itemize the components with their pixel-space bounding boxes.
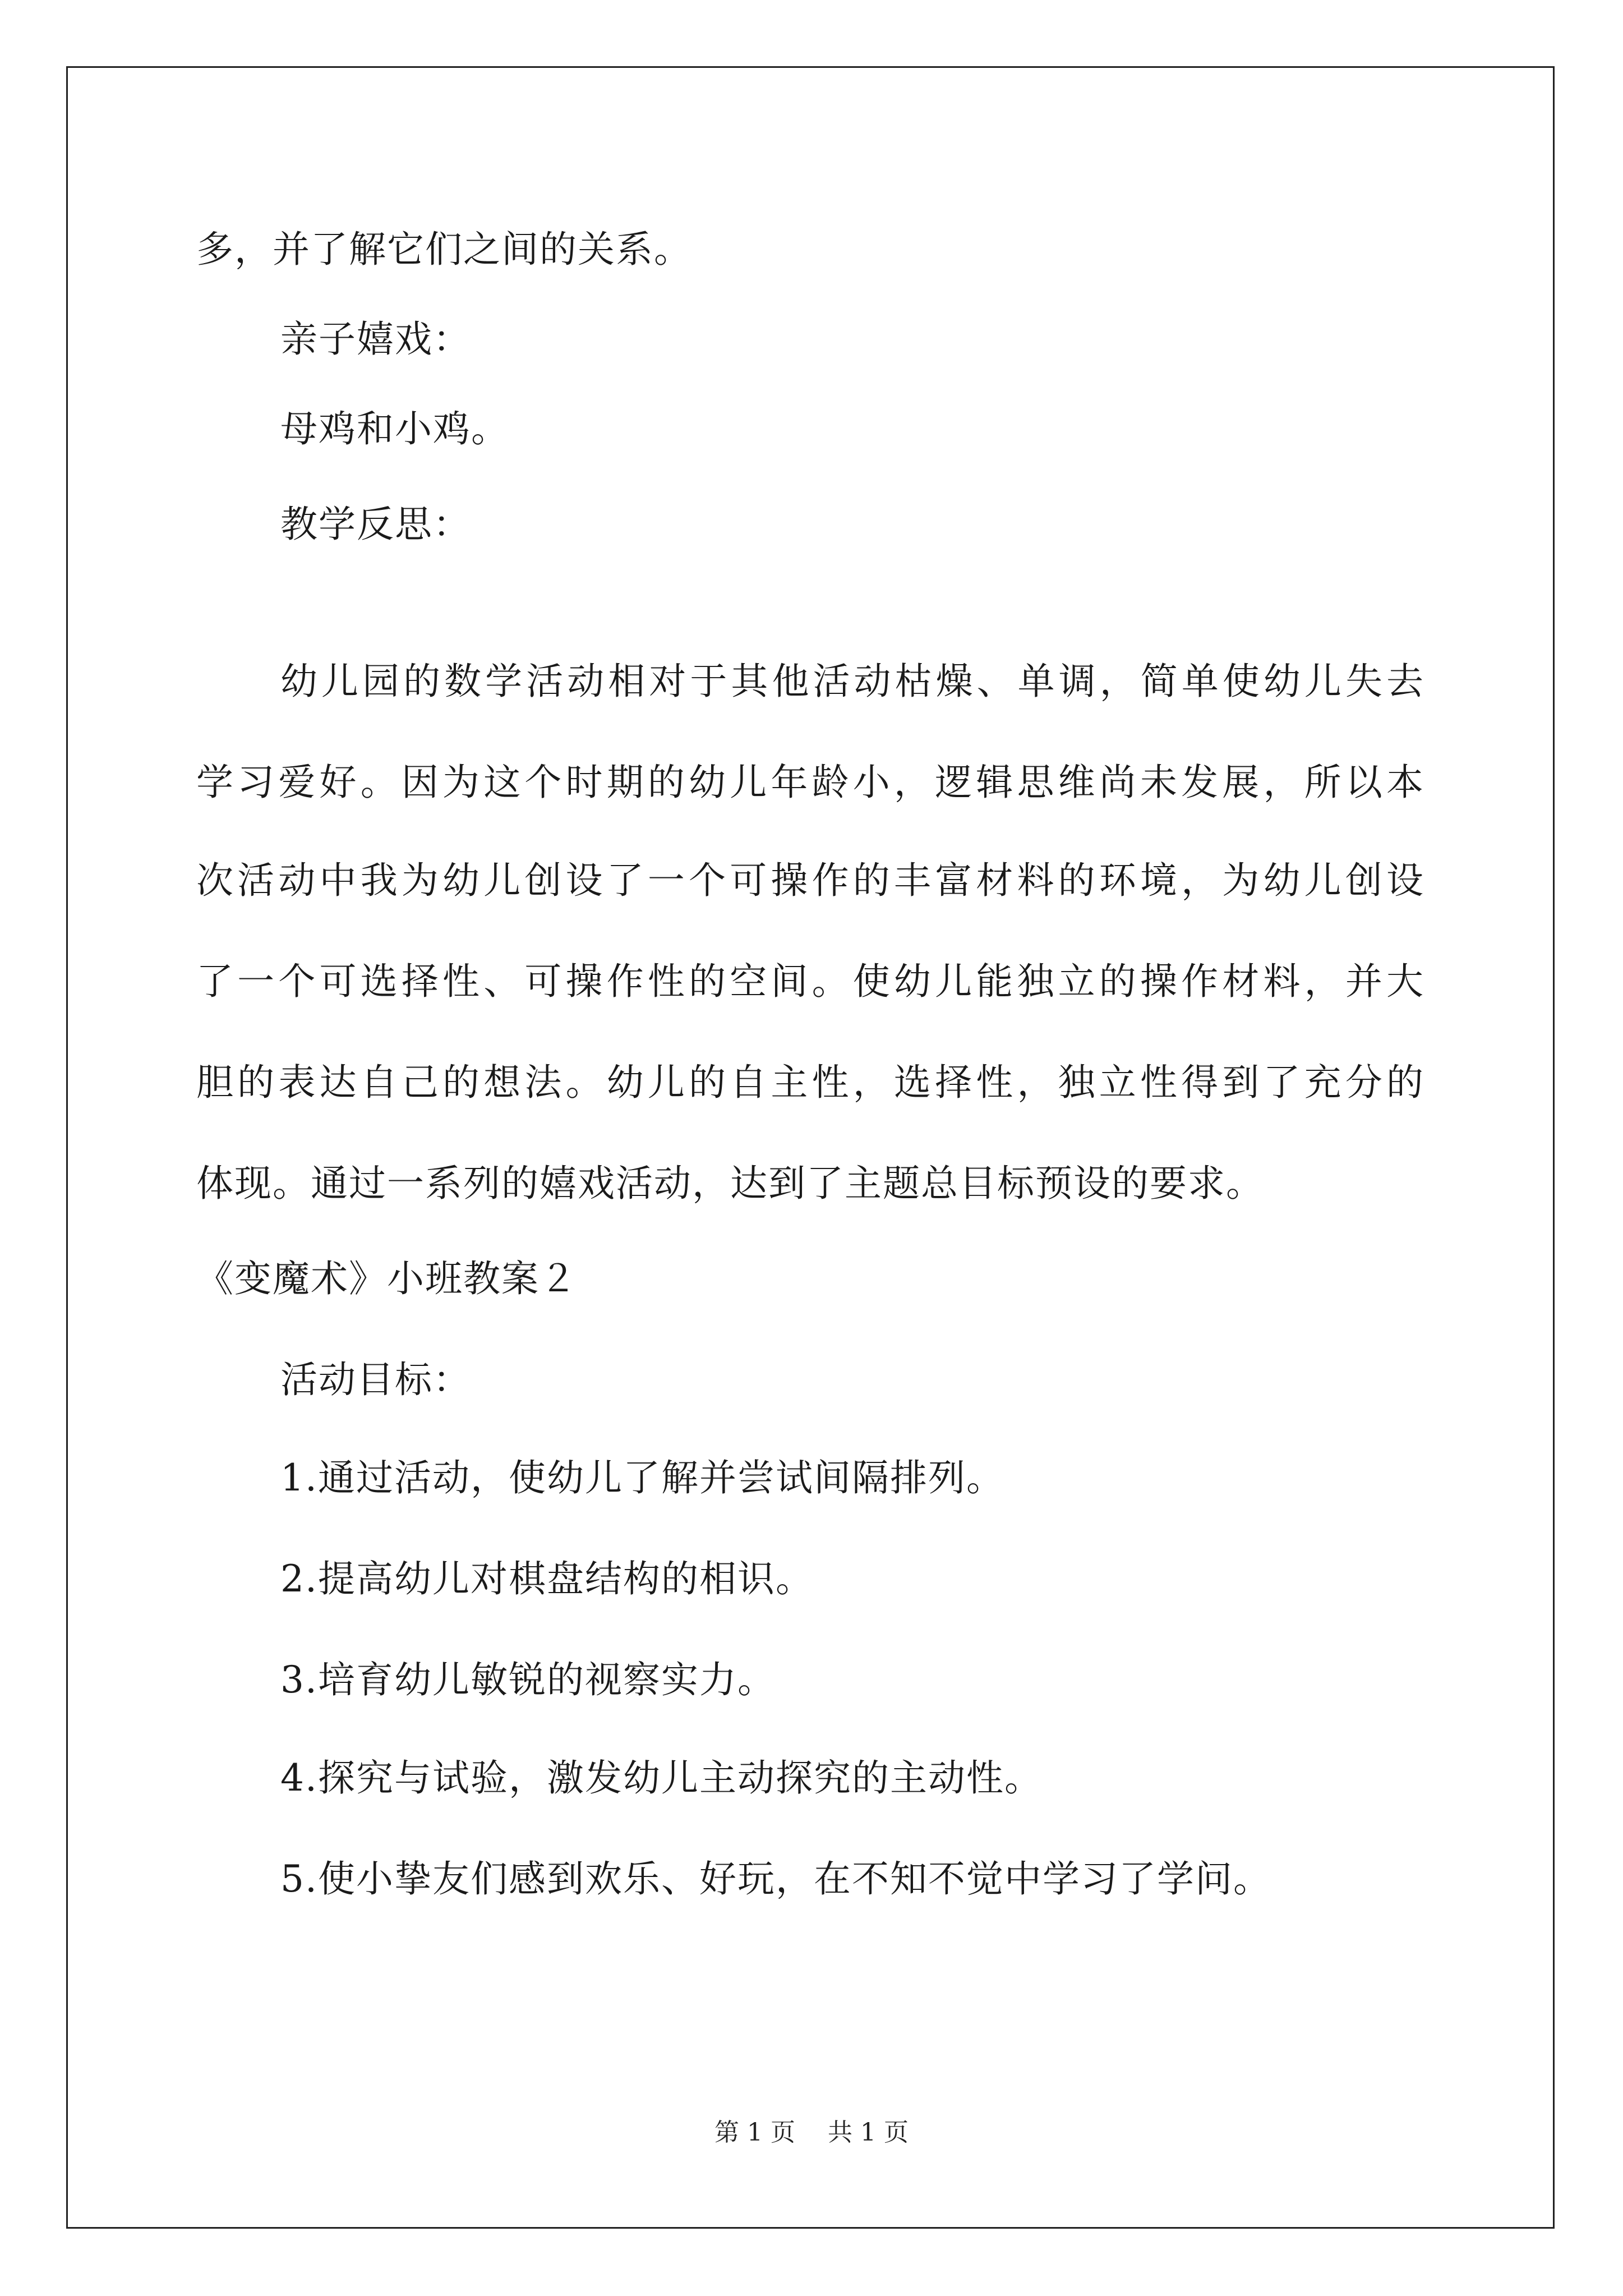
paragraph-line: 次活动中我为幼儿创设了一个可操作的丰富材料的环境，为幼儿创设 [196,859,1424,902]
page-number-footer: 第 1 页 共 1 页 [714,2118,909,2147]
section-heading: 教学反思： [280,503,471,546]
paragraph-line: 学习爱好。因为这个时期的幼儿年龄小，逻辑思维尚未发展，所以本 [196,761,1424,804]
document-title: 《变魔术》小班教案２ [196,1257,578,1300]
paragraph-line: 体现。通过一系列的嬉戏活动，达到了主题总目标预设的要求。 [196,1162,1264,1205]
section-heading: 活动目标： [280,1358,471,1401]
list-item: 1.通过活动，使幼儿了解并尝试间隔排列。 [280,1456,1004,1499]
list-item: 2.提高幼儿对棋盘结构的相识。 [280,1557,814,1600]
list-item: 3.培育幼儿敏锐的视察实力。 [280,1658,776,1701]
paragraph-line: 胆的表达自己的想法。幼儿的自主性，选择性，独立性得到了充分的 [196,1061,1424,1104]
list-item: 5.使小挚友们感到欢乐、好玩，在不知不觉中学习了学问。 [280,1857,1271,1901]
text-line: 母鸡和小鸡。 [280,407,509,450]
list-item: 4.探究与试验，激发幼儿主动探究的主动性。 [280,1756,1043,1800]
text-line: 多，并了解它们之间的关系。 [196,228,692,271]
paragraph-line: 幼儿园的数学活动相对于其他活动枯燥、单调，简单使幼儿失去 [280,660,1424,703]
paragraph-line: 了一个可选择性、可操作性的空间。使幼儿能独立的操作材料，并大 [196,960,1424,1003]
text-line: 亲子嬉戏： [280,318,471,361]
page-border [66,66,1555,2229]
